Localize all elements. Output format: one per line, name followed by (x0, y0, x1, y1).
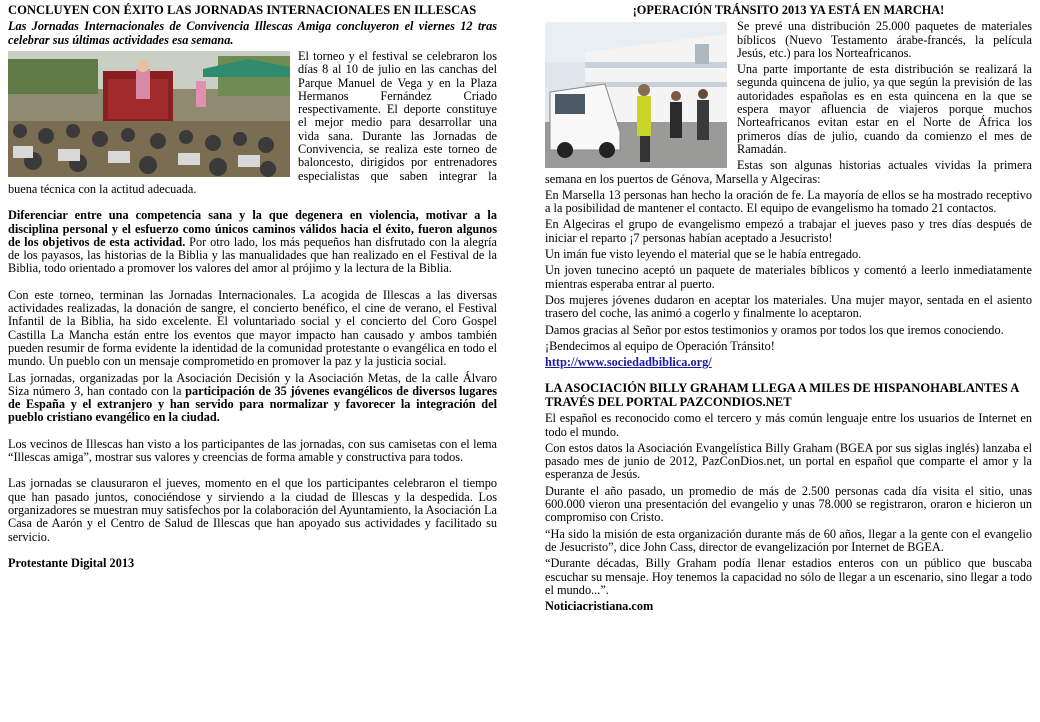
article-title-illescas: CONCLUYEN CON ÉXITO LAS JORNADAS INTERNACIONALES EN ILLESCAS (8, 3, 477, 17)
article-paragraph: “Ha sido la misión de esta organización durante más de 60 años, llegar a la gente con el evangelio de Jesucristo”, dice John Cass, director de evangelización por Internet de BGEA. (545, 526, 1032, 554)
article-paragraph (8, 209, 497, 275)
paragraph-text: Por otro lado, los más pequeños han disfrutado con la alegría de los payasos, las historias de la Biblia y las manualidades que han realizado en el Festival de la Biblia, todo orientado a promover los valores del amor al prójimo y la lectura de la Biblia. (8, 234, 497, 276)
festival-photo (8, 51, 290, 177)
article-paragraph: Damos gracias al Señor por estos testimonios y oramos por todos los que iremos conociendo. (545, 322, 1004, 337)
article-paragraph: Con estos datos la Asociación Evangelística Billy Graham (BGEA por sus siglas inglés) lanzaba el pasado mes de junio de 2012, PazConDios.net, un portal en español que comparte el amor y la esperanza de Jesús. (545, 440, 1032, 482)
article-paragraph: Los vecinos de Illescas han visto a los participantes de las jornadas, con sus camisetas con el lema “Illescas amiga”, mostrar sus valores y creencias de forma amable y constructiva para todos. (8, 436, 497, 465)
article-paragraph: Una parte importante de esta distribución se realizará la segunda quincena de julio, ya que según la previsión de las autoridades españolas es en esta quincena en la que se espera mayor afluencia de viajeros porque muchos Norteafricanos evitan estar en el Norte de África los primeros días de julio, cuando da comienzo el mes de Ramadán. (737, 62, 1032, 156)
article-paragraph: Se prevé una distribución 25.000 paquetes de materiales bíblicos (Nuevo Testamento árabe-francés, la película Jesús, etc.) para los Norteafricanos. (737, 19, 1032, 60)
article-paragraph: Con este torneo, terminan las Jornadas Internacionales. La acogida de Illescas a las diversas actividades realizadas, la donación de sangre, el concierto benéfico, el cine de verano, el Festival Infantil de la Biblia, ha sido excelente. El voluntariado social y el concierto del Coro Gospel Castilla La Mancha están entre los eventos que mayor impacto han causado y ambos también pueden resumir de forma evidente la identidad de la comunidad protestante o evangélica en todo el mundo. Un pueblo con un mensaje comprometido en promover la paz y la justicia social. (8, 287, 497, 369)
article-lead: Las Jornadas Internacionales de Convivencia Illescas Amiga concluyeron el viernes 12 tras celebrar sus últimas actividades esa semana. (8, 19, 497, 47)
article-paragraph: Las jornadas se clausuraron el jueves, momento en el que los participantes celebraron el tiempo que han pasado juntos, conociéndose y sirviendo a la ciudad de Illescas y la despedida. Los organizadores se muestran muy satisfechos por la colaboración del Ayuntamiento, la Asociación La Casa de Aarón y el Centro de Salud de Illescas que han apoyado sus actividades y facilitado su servicio. (8, 476, 497, 544)
article-source: Noticiacristiana.com (545, 599, 654, 614)
article-paragraph: Estas son algunas historias actuales vividas la primera semana en los puertos de Génova, Marsella y Algeciras: (545, 158, 1032, 186)
link-paragraph (545, 356, 1032, 369)
article-source: Protestante Digital 2013 (8, 555, 135, 570)
sociedad-biblica-link[interactable]: http://www.sociedadbiblica.org/ (545, 355, 712, 370)
article-paragraph (8, 372, 497, 425)
article-paragraph: Un joven tunecino aceptó un paquete de materiales bíblicos y comentó a leerlo inmediatamente mientras esperaba entrar al puerto. (545, 263, 1032, 291)
right-article (545, 4, 1032, 616)
left-article (8, 4, 497, 573)
article-paragraph: Dos mujeres jóvenes dudaron en aceptar los materiales. Una mujer mayor, sentada en el asiento trasero del coche, las animó a cogerlo y finalmente lo aceptaron. (545, 292, 1032, 321)
article-paragraph: Un imán fue visto leyendo el material que se le había entregado. (545, 247, 862, 262)
paragraph-text: Las jornadas, organizadas por la Asociación Decisión y la Asociación Metas, de la calle Álvaro Siza número 3, han contado con la (8, 370, 497, 398)
emphasis-text: Diferenciar entre una competencia sana y la que degenera en violencia, motivar a la disciplina personal y el esfuerzo como únicos caminos válidos hacia el éxito, fueron algunos de los objetivos de esta actividad. (8, 208, 497, 249)
article-paragraph: El torneo y el festival se celebraron los días 8 al 10 de julio en las canchas del Parque Manuel de Vega y en la Plaza Hermanos Fernández Criado respectivamente. El deporte constituye el mejor medio para desarrollar una vida sana. Durante las Jornadas de Convivencia, se realiza este torneo de baloncesto, dirigidos por entrenadores especialistas que saben integrar la buena técnica con la actitud adecuada. (8, 49, 497, 196)
article-title-operacion: ¡OPERACIÓN TRÁNSITO 2013 YA ESTÁ EN MARCHA! (632, 3, 945, 17)
article-paragraph: ¡Bendecimos al equipo de Operación Tránsito! (545, 338, 775, 353)
emphasis-text: participación de 35 jóvenes evangélicos de diversos lugares de España y el extranjero y han servido para normalizar y favorecer la integración del pueblo cristiano evangélico en la ciudad. (8, 383, 497, 425)
article-paragraph: En Marsella 13 personas han hecho la oración de fe. La mayoría de ellos se ha mostrado receptivo a la posibilidad de mantener el contacto. El equipo de evangelismo ha tomado 21 contactos. (545, 187, 1032, 216)
article-paragraph: Durante el año pasado, un promedio de más de 2.500 personas cada día visita el sitio, unas 600.000 vieron una presentación del evangelio y unas 78.000 se registraron, oraron e hicieron un compromiso con Cristo. (545, 483, 1032, 525)
article-paragraph: El español es reconocido como el tercero y más común lenguaje entre los usuarios de Internet en todo el mundo. (545, 411, 1032, 439)
port-photo (545, 22, 727, 168)
article-paragraph: En Algeciras el grupo de evangelismo empezó a trabajar el jueves paso y tres días después de iniciar el reparto ¡7 personas habían aceptado a Jesucristo! (545, 217, 1032, 245)
article-paragraph: “Durante décadas, Billy Graham podía llenar estadios enteros con un público que buscaba escuchar su mensaje. Hoy tenemos la capacidad no sólo de llegar a un escenario, sino llegar a todo el mundo...”. (545, 556, 1032, 597)
article-title-billy-graham: LA ASOCIACIÓN BILLY GRAHAM LLEGA A MILES DE HISPANOHABLANTES A TRAVÉS DEL PORTAL PAZCONDIOS.NET (545, 381, 1019, 409)
